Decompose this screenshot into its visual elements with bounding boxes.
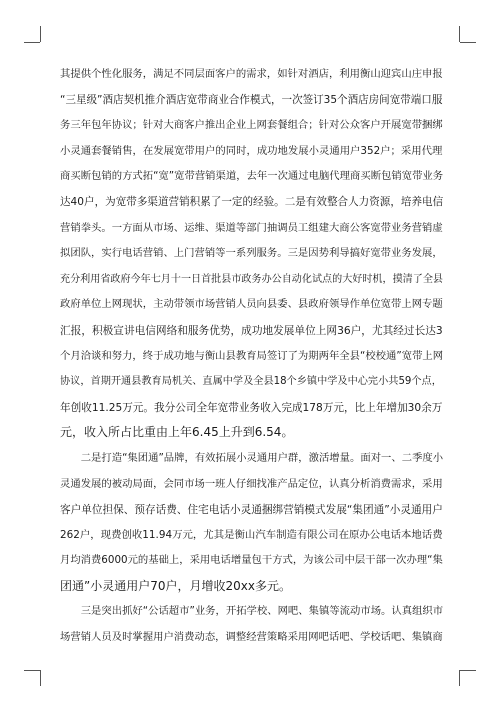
text-line: 个月洽谈和努力，终于成功地与衡山县教育局签订了为期两年全县“校校通”宽带上网: [60, 349, 444, 362]
text-line: 元，收入所占比重由上年6.45上升到6.54。: [60, 425, 294, 440]
text-line: 务三年包年协议；针对大商客户推出企业上网套餐组合；针对公众客户开展宽带捆绑: [60, 119, 443, 132]
crop-mark-top-right: [459, 26, 460, 42]
crop-mark-top-left-h: [24, 42, 40, 43]
text-line: 政府单位上网现状，主动带领市场营销人员向县委、县政府领导作单位宽带上网专题: [60, 298, 443, 311]
crop-mark-bottom-right-h: [460, 670, 476, 671]
text-line: 灵通发展的被动局面，会同市场一班人仔细找准产品定位，认真分析消费需求，采用: [60, 477, 443, 490]
crop-mark-bottom-left: [40, 670, 41, 686]
text-line: 262户，现费创收11.94万元，尤其是衡山汽车制造有限公司在原办公电话本地话费: [60, 528, 443, 541]
text-line: 团通”小灵通用户70户，月增收20xx多元。: [60, 578, 291, 593]
paragraph-1: [60, 62, 443, 446]
crop-mark-bottom-right: [459, 670, 460, 686]
text-line: 小灵通套餐销售，在发展宽带用户的同时，成功地发展小灵通用户352户；采用代理: [60, 144, 443, 157]
text-line: 达40户，为宽带多渠道营销积累了一定的经验。二是有效整合人力资源，培养电信: [60, 195, 444, 208]
text-line: 年创收11.25万元。我分公司全年宽带业务收入完成178万元，比上年增加30余万: [60, 400, 443, 414]
text-line: 协议，首期开通县教育局机关、直属中学及全县18个乡镇中学及中心完小共59个点，: [60, 376, 442, 388]
text-line: 充分利用省政府今年七月十一日首批县市政务办公自动化试点的大好时机，摸清了全县: [60, 273, 443, 285]
text-line: 场营销人员及时掌握用户消费动态，调整经营策略采用网吧话吧、学校话吧、集镇商: [60, 631, 443, 644]
text-line: 商买断包销的方式拓“宽”宽带营销渠道，去年一次通过电脑代理商买断包销宽带业务: [60, 170, 444, 183]
crop-mark-top-right-h: [460, 42, 476, 43]
text-line: 营销拳头。一方面从市场、运维、渠道等部门抽调员工组建大商公客宽带业务营销虚: [60, 221, 443, 234]
text-line: “三星级”酒店契机推介酒店宽带商业合作模式，一次签订35个酒店房间宽带端口服: [60, 93, 443, 106]
document-body: [60, 62, 443, 651]
paragraph-3: [60, 599, 443, 650]
crop-mark-top-left: [40, 26, 41, 42]
crop-mark-bottom-left-h: [24, 670, 40, 671]
text-line: 二是打造“集团通”品牌，有效拓展小灵通用户群，激活增量。面对一、二季度小: [60, 451, 444, 464]
text-line: 客户单位担保、预存话费、住宅电话小灵通捆绑营销模式发展“集团通”小灵通用户: [60, 503, 443, 517]
text-line: 汇报，积极宣讲电信网络和服务优势，成功地发展单位上网36户，尤其经过长达3: [60, 323, 443, 337]
text-line: 拟团队，实行电话营销、上门营销等一系列服务。三是因势利导搞好宽带业务发展，: [60, 247, 443, 260]
text-line: 三是突出抓好“公话超市”业务，开拓学校、网吧、集镇等流动市场。认真组织市: [60, 605, 444, 618]
paragraph-2: [60, 446, 443, 600]
text-line: 其提供个性化服务，满足不同层面客户的需求，如针对酒店，利用衡山迎宾山庄申报: [60, 68, 443, 80]
text-line: 月均消费6000元的基础上，采用电话增量包干方式，为该公司中层干部一次办理“集: [60, 554, 443, 567]
